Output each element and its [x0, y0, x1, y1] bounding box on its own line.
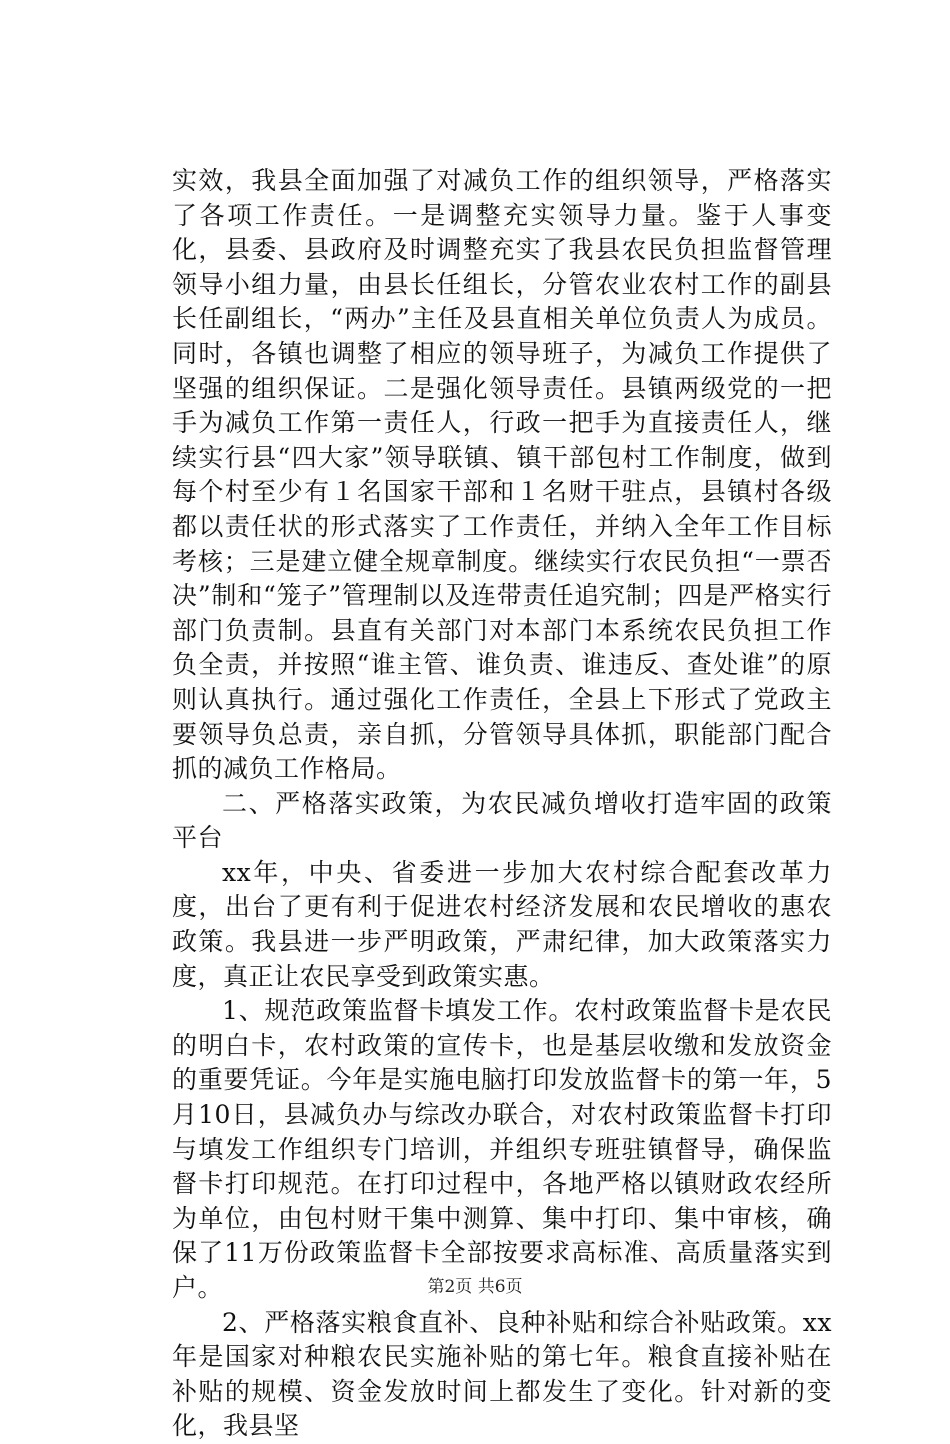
paragraph-grain-subsidy: 2、严格落实粮食直补、良种补贴和综合补贴政策。xx年是国家对种粮农民实施补贴的第七年。粮食直接补贴在补贴的规模、资金发放时间上都发生了变化。针对新的变化，我县坚 [172, 1307, 832, 1441]
page-footer: 第2页 共6页 [427, 1277, 523, 1297]
section-heading-policy: 二、严格落实政策，为农民减负增收打造牢固的政策平台 [172, 788, 832, 853]
paragraph-policy-intro: xx年，中央、省委进一步加大农村综合配套改革力度，出台了更有利于促进农村经济发展和农民增收的惠农政策。我县进一步严明政策，严肃纪律，加大政策落实力度，真正让农民享受到政策实惠。 [172, 857, 832, 991]
paragraph-supervision-card: 1、规范政策监督卡填发工作。农村政策监督卡是农民的明白卡，农村政策的宣传卡，也是基层收缴和发放资金的重要凭证。今年是实施电脑打印发放监督卡的第一年，5月10日，县减负办与综改办联合，对农村政策监督卡打印与填发工作组织专门培训，并组织专班驻镇督导，确保监督卡打印规范。在打印过程中，各地严格以镇财政农经所为单位，由包村财干集中测算、集中打印、集中审核，确保了11万份政策监督卡全部按要求高标准、高质量落实到户。 [172, 996, 832, 1302]
paragraph-responsibility: 实效，我县全面加强了对减负工作的组织领导，严格落实了各项工作责任。一是调整充实领导力量。鉴于人事变化，县委、县政府及时调整充实了我县农民负担监督管理领导小组力量，由县长任组长，分管农业农村工作的副县长任副组长，“两办”主任及县直相关单位负责人为成员。同时，各镇也调整了相应的领导班子，为减负工作提供了坚强的组织保证。二是强化领导责任。县镇两级党的一把手为减负工作第一责任人，行政一把手为直接责任人，继续实行县“四大家”领导联镇、镇干部包村工作制度，做到每个村至少有１名国家干部和１名财干驻点，县镇村各级都以责任状的形式落实了工作责任，并纳入全年工作目标考核；三是建立健全规章制度。继续实行农民负担“一票否决”制和“笼子”管理制以及连带责任追究制；四是严格实行部门负责制。县直有关部门对本部门本系统农民负担工作负全责，并按照“谁主管、谁负责、谁违反、查处谁”的原则认真执行。通过强化工作责任，全县上下形式了党政主要领导负总责，亲自抓，分管领导具体抓，职能部门配合抓的减负工作格局。 [172, 166, 832, 784]
document-body [172, 164, 832, 1444]
